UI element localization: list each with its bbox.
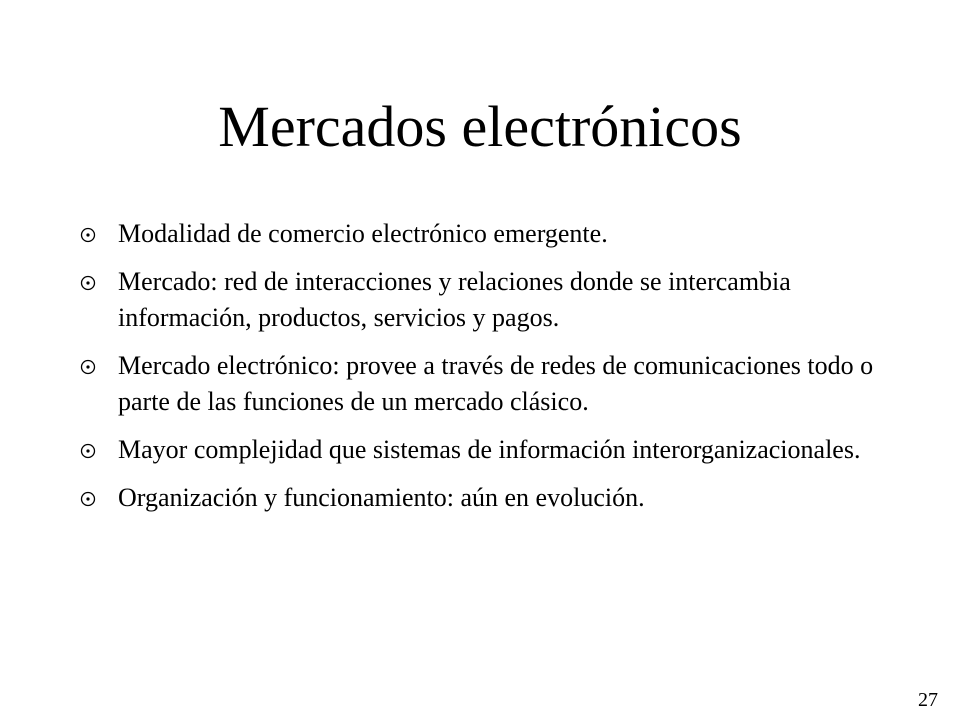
bullet-item — [80, 264, 900, 336]
circled-dot-icon — [80, 491, 96, 507]
circled-dot-icon — [80, 359, 96, 375]
page-number: 27 — [918, 689, 938, 711]
bullet-text: Modalidad de comercio electrónico emergente. — [118, 219, 608, 248]
bullet-item — [80, 348, 900, 420]
circled-dot-icon — [80, 227, 96, 243]
circled-dot-icon — [80, 443, 96, 459]
bullet-list — [80, 216, 900, 528]
bullet-text: Mercado: red de interacciones y relaciones donde se intercambia información, productos, servicios y pagos. — [118, 267, 791, 332]
bullet-item — [80, 216, 900, 252]
bullet-text: Mayor complejidad que sistemas de información interorganizacionales. — [118, 435, 861, 464]
circled-dot-icon — [80, 275, 96, 291]
bullet-text: Mercado electrónico: provee a través de redes de comunicaciones todo o parte de las funciones de un mercado clásico. — [118, 351, 874, 416]
bullet-text: Organización y funcionamiento: aún en evolución. — [118, 483, 645, 512]
bullet-item — [80, 432, 900, 468]
bullet-item — [80, 480, 900, 516]
slide-title: Mercados electrónicos — [218, 94, 742, 159]
